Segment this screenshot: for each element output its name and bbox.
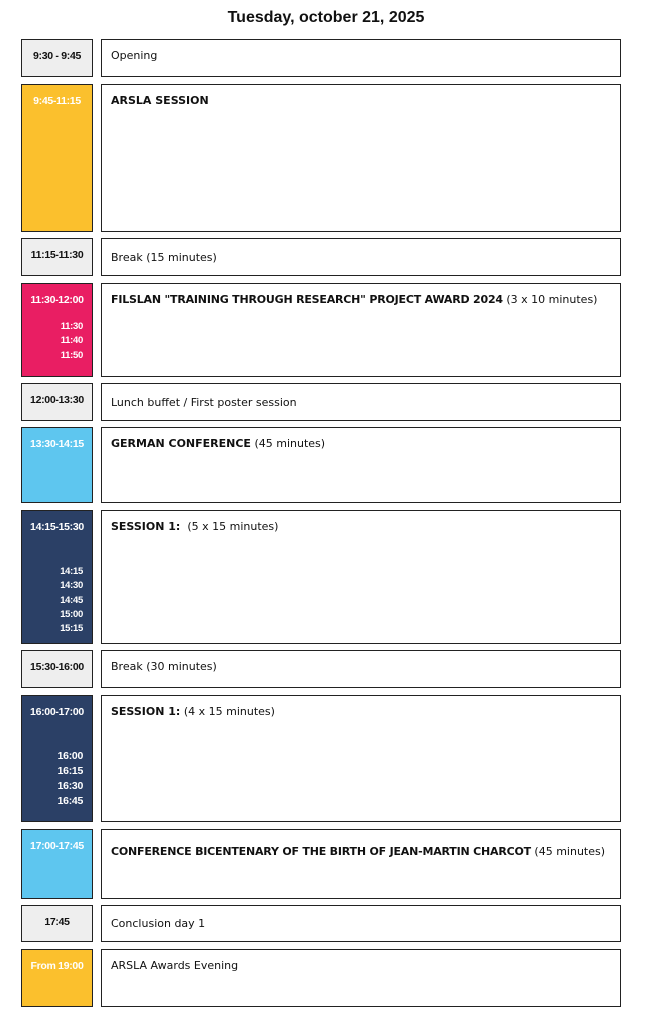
session-cell (101, 238, 621, 276)
time-range: 11:15-11:30 (30, 249, 84, 261)
time-slot (21, 695, 93, 822)
schedule-row (0, 829, 652, 899)
schedule-row (0, 650, 652, 688)
time-range: 9:45-11:15 (33, 95, 81, 107)
session-cell (101, 905, 621, 942)
session-details: Lunch buffet / First poster session (111, 396, 297, 409)
time-slot (21, 510, 93, 644)
session-text (111, 845, 605, 858)
time-range: 14:15-15:30 (30, 521, 84, 533)
sub-time: 11:30 (60, 321, 83, 332)
session-cell (101, 650, 621, 688)
time-slot (21, 949, 93, 1007)
session-cell (101, 949, 621, 1007)
session-details: Break (30 minutes) (111, 660, 217, 673)
session-cell (101, 695, 621, 822)
session-cell (101, 84, 621, 232)
session-text (111, 959, 238, 972)
session-cell (101, 427, 621, 503)
sub-time: 16:00 (57, 750, 83, 762)
schedule-row (0, 427, 652, 503)
session-text (111, 520, 278, 533)
time-range: 16:00-17:00 (30, 706, 84, 718)
session-details: Conclusion day 1 (111, 917, 206, 930)
session-details: Opening (111, 49, 158, 62)
session-title: GERMAN CONFERENCE (111, 437, 251, 450)
time-range: 17:00-17:45 (30, 840, 84, 852)
time-slot (21, 427, 93, 503)
time-range: 17:45 (44, 916, 70, 928)
time-slot (21, 39, 93, 77)
session-text (111, 660, 217, 673)
sub-time: 15:15 (60, 623, 83, 635)
session-details: (45 minutes) (530, 845, 606, 858)
session-details: (45 minutes) (250, 437, 326, 450)
schedule-row (0, 949, 652, 1007)
sub-time: 14:30 (60, 580, 83, 592)
session-details: Break (15 minutes) (111, 251, 217, 264)
schedule-row (0, 905, 652, 942)
schedule-row (0, 238, 652, 276)
time-slot (21, 905, 93, 942)
schedule-row (0, 510, 652, 644)
schedule-row (0, 383, 652, 421)
session-title: SESSION 1: (111, 705, 181, 718)
time-range: 15:30-16:00 (30, 661, 84, 673)
schedule-row (0, 695, 652, 822)
time-range: 11:30-12:00 (30, 294, 84, 306)
session-text (111, 705, 275, 718)
time-range: 9:30 - 9:45 (32, 50, 82, 62)
time-range: From 19:00 (30, 960, 84, 972)
time-range: 12:00-13:30 (30, 394, 84, 406)
sub-time: 16:15 (57, 765, 83, 777)
session-details: (3 x 10 minutes) (502, 293, 598, 306)
session-cell (101, 283, 621, 377)
session-text (111, 94, 209, 107)
sub-time: 11:40 (60, 335, 83, 347)
page-title: Tuesday, october 21, 2025 (227, 9, 425, 26)
session-details: (4 x 15 minutes) (180, 705, 275, 718)
sub-time: 14:15 (60, 566, 83, 577)
session-text (111, 49, 157, 62)
sub-times (58, 749, 83, 809)
time-slot (21, 383, 93, 421)
schedule-row (0, 283, 652, 377)
sub-time: 16:45 (57, 795, 83, 807)
session-text (111, 917, 205, 930)
session-title: ARSLA SESSION (111, 94, 209, 107)
session-cell (101, 829, 621, 899)
sub-times (61, 320, 83, 363)
session-cell (101, 383, 621, 421)
session-text (111, 293, 597, 306)
time-slot (21, 283, 93, 377)
session-text (111, 437, 325, 450)
session-text (111, 251, 217, 264)
time-slot (21, 84, 93, 232)
schedule-row (0, 39, 652, 77)
session-title: CONFERENCE BICENTENARY OF THE BIRTH OF JEAN-MARTIN CHARCOT (111, 845, 531, 858)
time-range: 13:30-14:15 (30, 438, 84, 450)
time-slot (21, 829, 93, 899)
session-cell (101, 510, 621, 644)
sub-time: 16:30 (57, 780, 83, 792)
sub-time: 11:50 (60, 349, 83, 361)
session-title: SESSION 1: (111, 520, 181, 533)
sub-time: 15:00 (60, 608, 83, 620)
session-text (111, 396, 297, 409)
schedule-row (0, 84, 652, 232)
sub-times (60, 565, 83, 636)
time-slot (21, 650, 93, 688)
session-cell (101, 39, 621, 77)
sub-time: 14:45 (60, 594, 83, 606)
session-title: FILSLAN "TRAINING THROUGH RESEARCH" PROJECT AWARD 2024 (111, 293, 503, 306)
session-details: (5 x 15 minutes) (180, 520, 279, 533)
time-slot (21, 238, 93, 276)
session-details: ARSLA Awards Evening (111, 959, 239, 972)
